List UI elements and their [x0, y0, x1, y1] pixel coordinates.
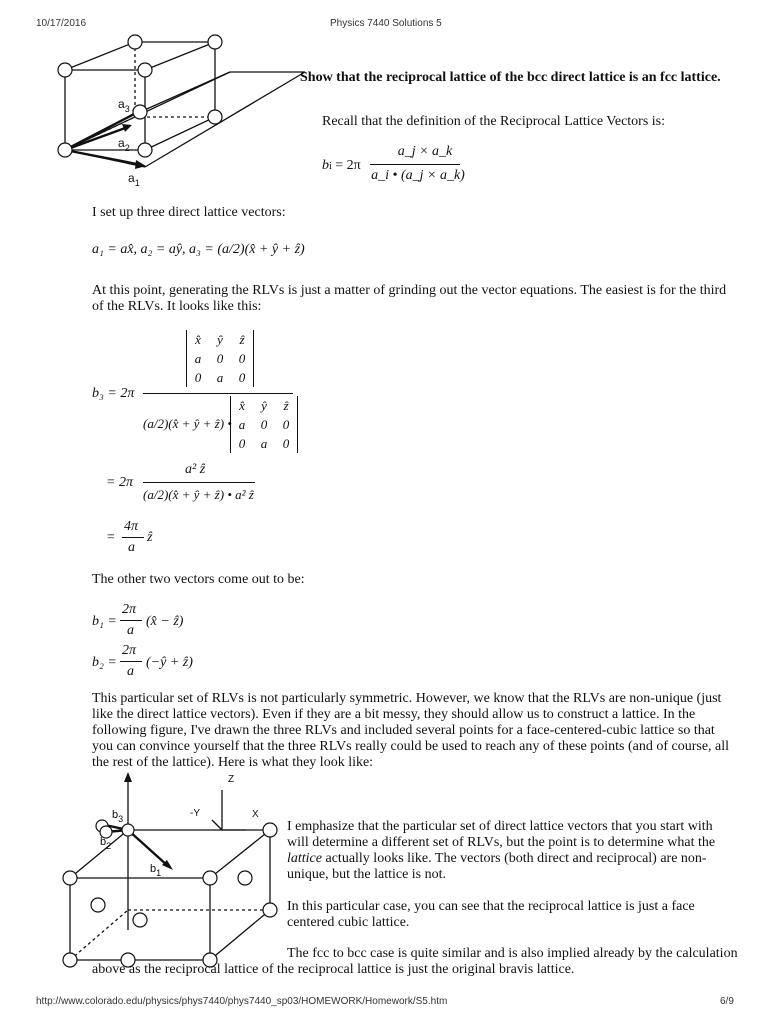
def-denominator: a_i • (a_j × a_k) — [371, 168, 465, 183]
footer-page: 6/9 — [720, 996, 734, 1007]
b3-line3: = — [106, 530, 116, 545]
b3-denominator-determinant: x̂ ŷ ẑ a 0 0 0 a 0 — [230, 396, 298, 453]
other-vectors-text: The other two vectors come out to be: — [92, 572, 305, 587]
problem-title: Show that the reciprocal lattice of the bcc direct lattice is an fcc lattice. — [300, 70, 721, 85]
b3-line2-denominator: (a/2)(x̂ + ŷ + ẑ) • a² ẑ — [143, 487, 254, 502]
paragraph-fcc-bcc: The fcc to bcc case is quite similar and is also implied already by the calculation above as the reciprocal lattice of the reciprocal lattice is just the original bravis lattice. — [92, 946, 738, 977]
b3-numerator-determinant: x̂ ŷ ẑ a 0 0 0 a 0 — [186, 330, 254, 387]
paragraph-grinding: At this point, generating the RLVs is just a matter of grinding out the vector equations. The easiest is for the third of the RLVs. It looks like this: — [92, 283, 727, 314]
label-a3: $a_3$ — [118, 97, 130, 114]
label-a2: $a_2$ — [118, 136, 130, 153]
axis-z-label: Z — [228, 774, 235, 785]
b3-denominator-prefix: (a/2)(x̂ + ŷ + ẑ) • — [143, 416, 232, 431]
label-a1: $a_1$ — [128, 171, 140, 188]
label-b3: $b_3$ — [112, 809, 124, 824]
axis-y-label: -Y — [190, 808, 200, 819]
b2-numerator: 2π — [122, 643, 137, 658]
direct-lattice-vectors: a₁ = ax̂, a₂ = aŷ, a₃ = (a/2)(x̂ + ŷ + ẑ) — [92, 242, 305, 257]
b2-denominator: a — [127, 664, 134, 679]
fcc-reciprocal-figure — [50, 770, 285, 970]
setup-text: I set up three direct lattice vectors: — [92, 205, 286, 220]
b3-line2-numerator: a² ẑ — [185, 462, 206, 477]
b3-line3-denominator: a — [128, 540, 135, 555]
label-b1: $b_1$ — [150, 863, 162, 878]
b1-lhs: b₁ = — [92, 614, 117, 629]
b2-rhs: (−ŷ + ẑ) — [146, 655, 193, 670]
b3-line3-unit: ẑ — [147, 530, 153, 545]
b2-lhs: b₂ = — [92, 655, 117, 670]
paragraph-emphasize: I emphasize that the particular set of direct lattice vectors that you start with will determine a different set of RLVs, but the point is to determine what the lattice actually looks like. The vectors (both direct and reciprocal) are non-unique, but the lattice is not. — [287, 819, 716, 882]
b3-line3-numerator: 4π — [124, 519, 139, 534]
b3-line2: = 2π — [106, 475, 133, 490]
b1-rhs: (x̂ − ẑ) — [146, 614, 184, 629]
label-b2: $b_2$ — [100, 836, 112, 851]
recall-text: Recall that the definition of the Reciprocal Lattice Vectors is: — [322, 114, 666, 129]
paragraph-rlv-symmetry: This particular set of RLVs is not particularly symmetric. However, we know that the RLVs are non-unique (just like the direct lattice vectors). Even if they are a bit messy, they should allow us to construct a lattice. In the following figure, I've drawn the three RLVs and included several points for a face-centered-cubic lattice so that you can convince yourself that the three RLVs really could be used to reach any of these points (and of course, all the rest of the lattice). Here is what they look like: — [92, 691, 730, 770]
rlv-definition: bi = 2π — [322, 158, 361, 173]
header-title: Physics 7440 Solutions 5 — [330, 18, 442, 29]
b3-lhs: b₃ = 2π — [92, 386, 135, 401]
b1-numerator: 2π — [122, 602, 137, 617]
footer-url[interactable]: http://www.colorado.edu/physics/phys7440/phys7440_sp03/HOMEWORK/Homework/S5.htm — [36, 996, 448, 1007]
axis-x-label: X — [252, 809, 259, 820]
def-numerator: a_j × a_k — [397, 144, 453, 159]
paragraph-particular-case: In this particular case, you can see that the reciprocal lattice is just a face centered cubic lattice. — [287, 899, 695, 930]
bcc-lattice-figure — [50, 32, 320, 192]
b1-denominator: a — [127, 623, 134, 638]
header-date: 10/17/2016 — [36, 18, 87, 29]
